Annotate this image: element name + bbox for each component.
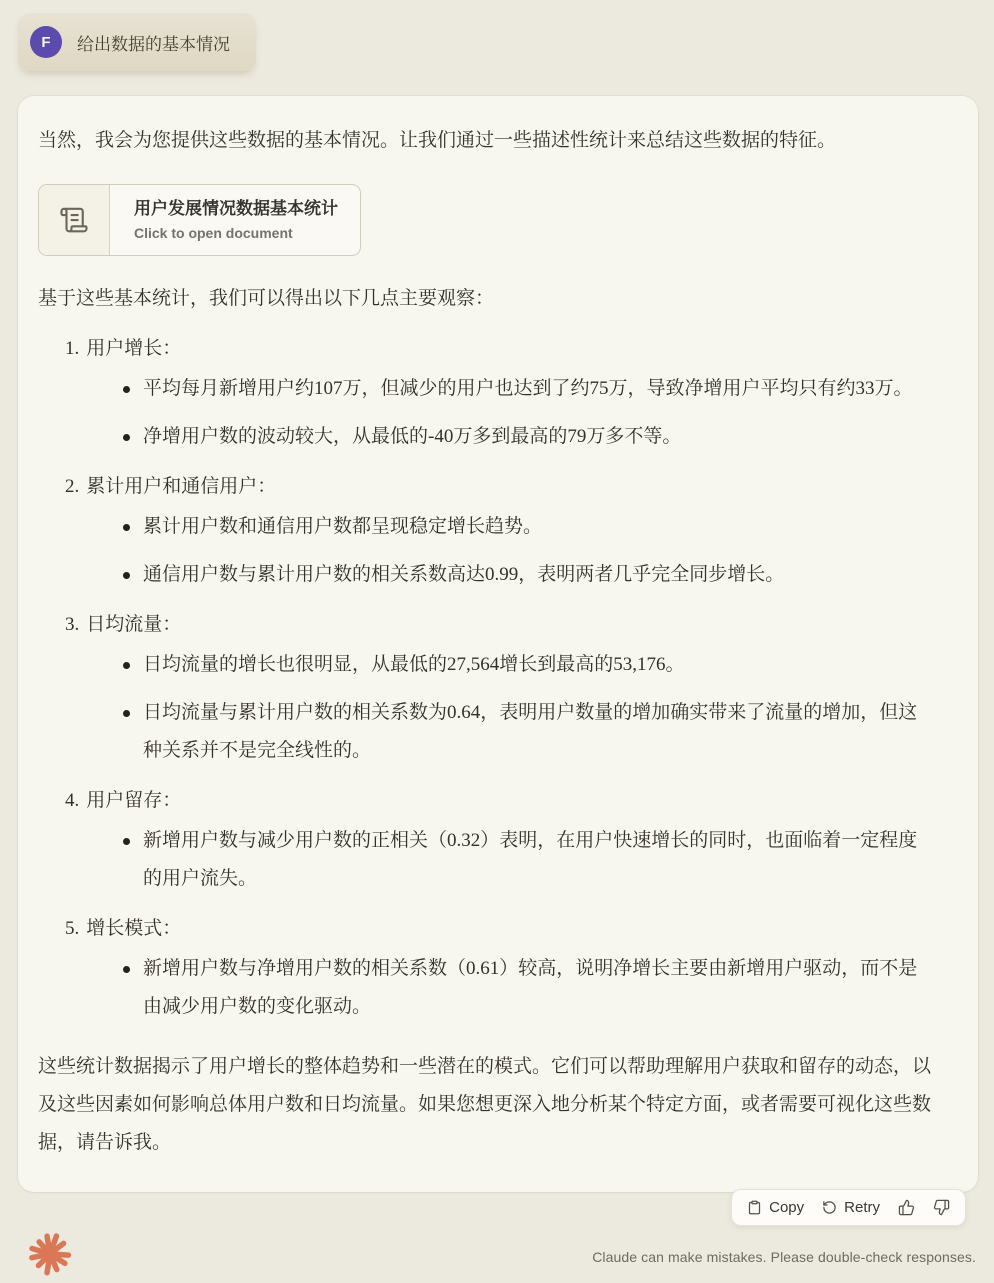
list-item — [38, 782, 940, 898]
user-message-bubble — [18, 13, 256, 71]
item-title: 日均流量： — [86, 614, 182, 636]
scroll-icon — [39, 185, 110, 255]
disclaimer-text: Claude can make mistakes. Please double-check responses. — [592, 1248, 976, 1265]
bullet-point: 通信用户数与累计用户数的相关系数高达0.99，表明两者几乎完全同步增长。 — [38, 556, 933, 594]
list-item — [38, 468, 940, 594]
item-title: 累计用户和通信用户： — [86, 476, 277, 498]
list-item — [38, 330, 940, 456]
copy-button[interactable]: Copy — [745, 1195, 806, 1220]
list-item — [38, 910, 940, 1026]
item-number: 4. — [65, 790, 80, 812]
bullet-point: 累计用户数和通信用户数都呈现稳定增长趋势。 — [38, 508, 933, 546]
user-message-text: 给出数据的基本情况 — [77, 34, 230, 54]
retry-button[interactable]: Retry — [820, 1195, 882, 1220]
bullet-point: 新增用户数与净增用户数的相关系数（0.61）较高，说明净增长主要由新增用户驱动，而不是由减少用户数的变化驱动。 — [38, 950, 933, 1026]
document-card[interactable] — [38, 184, 361, 256]
bullet-point: 净增用户数的波动较大，从最低的-40万多到最高的79万多不等。 — [38, 418, 933, 456]
intro-paragraph: 当然，我会为您提供这些数据的基本情况。让我们通过一些描述性统计来总结这些数据的特征。 — [38, 130, 837, 151]
thumbs-down-icon — [933, 1199, 950, 1216]
document-title: 用户发展情况数据基本统计 — [134, 199, 338, 218]
clipboard-icon — [747, 1200, 762, 1215]
thumbs-down-button[interactable] — [931, 1195, 952, 1220]
thumbs-up-icon — [898, 1199, 915, 1216]
document-card-meta — [110, 185, 360, 255]
conclusion-paragraph: 这些统计数据揭示了用户增长的整体趋势和一些潜在的模式。它们可以帮助理解用户获取和留存的动态，以及这些因素如何影响总体用户数和日均流量。如果您想更深入地分析某个特定方面，或者需要可视化这些数据，请告诉我。 — [38, 1056, 932, 1154]
bullet-point: 日均流量与累计用户数的相关系数为0.64，表明用户数量的增加确实带来了流量的增加，但这种关系并不是完全线性的。 — [38, 694, 933, 770]
bullet-point: 日均流量的增长也很明显，从最低的27,564增长到最高的53,176。 — [38, 646, 933, 684]
list-item — [38, 606, 940, 770]
bullet-point: 平均每月新增用户约107万，但减少的用户也达到了约75万，导致净增用户平均只有约33万。 — [38, 370, 933, 408]
item-number: 2. — [65, 476, 80, 498]
item-number: 5. — [65, 918, 80, 940]
message-action-toolbar — [731, 1189, 966, 1226]
user-avatar: F — [30, 26, 62, 58]
item-number: 1. — [65, 338, 80, 360]
item-title: 用户留存： — [86, 790, 182, 812]
item-title: 增长模式： — [86, 918, 182, 940]
rotate-ccw-icon — [822, 1200, 837, 1215]
item-number: 3. — [65, 614, 80, 636]
observations-list — [38, 330, 940, 1026]
assistant-message-wrap — [18, 96, 978, 1217]
item-title: 用户增长： — [86, 338, 182, 360]
page-footer — [18, 1228, 978, 1283]
assistant-response-card — [18, 96, 978, 1192]
bullet-point: 新增用户数与减少用户数的正相关（0.32）表明，在用户快速增长的同时，也面临着一定程度的用户流失。 — [38, 822, 933, 898]
claude-starburst-icon — [28, 1230, 72, 1283]
observations-intro: 基于这些基本统计，我们可以得出以下几点主要观察： — [38, 288, 495, 310]
thumbs-up-button[interactable] — [896, 1195, 917, 1220]
document-subtitle: Click to open document — [134, 225, 293, 242]
